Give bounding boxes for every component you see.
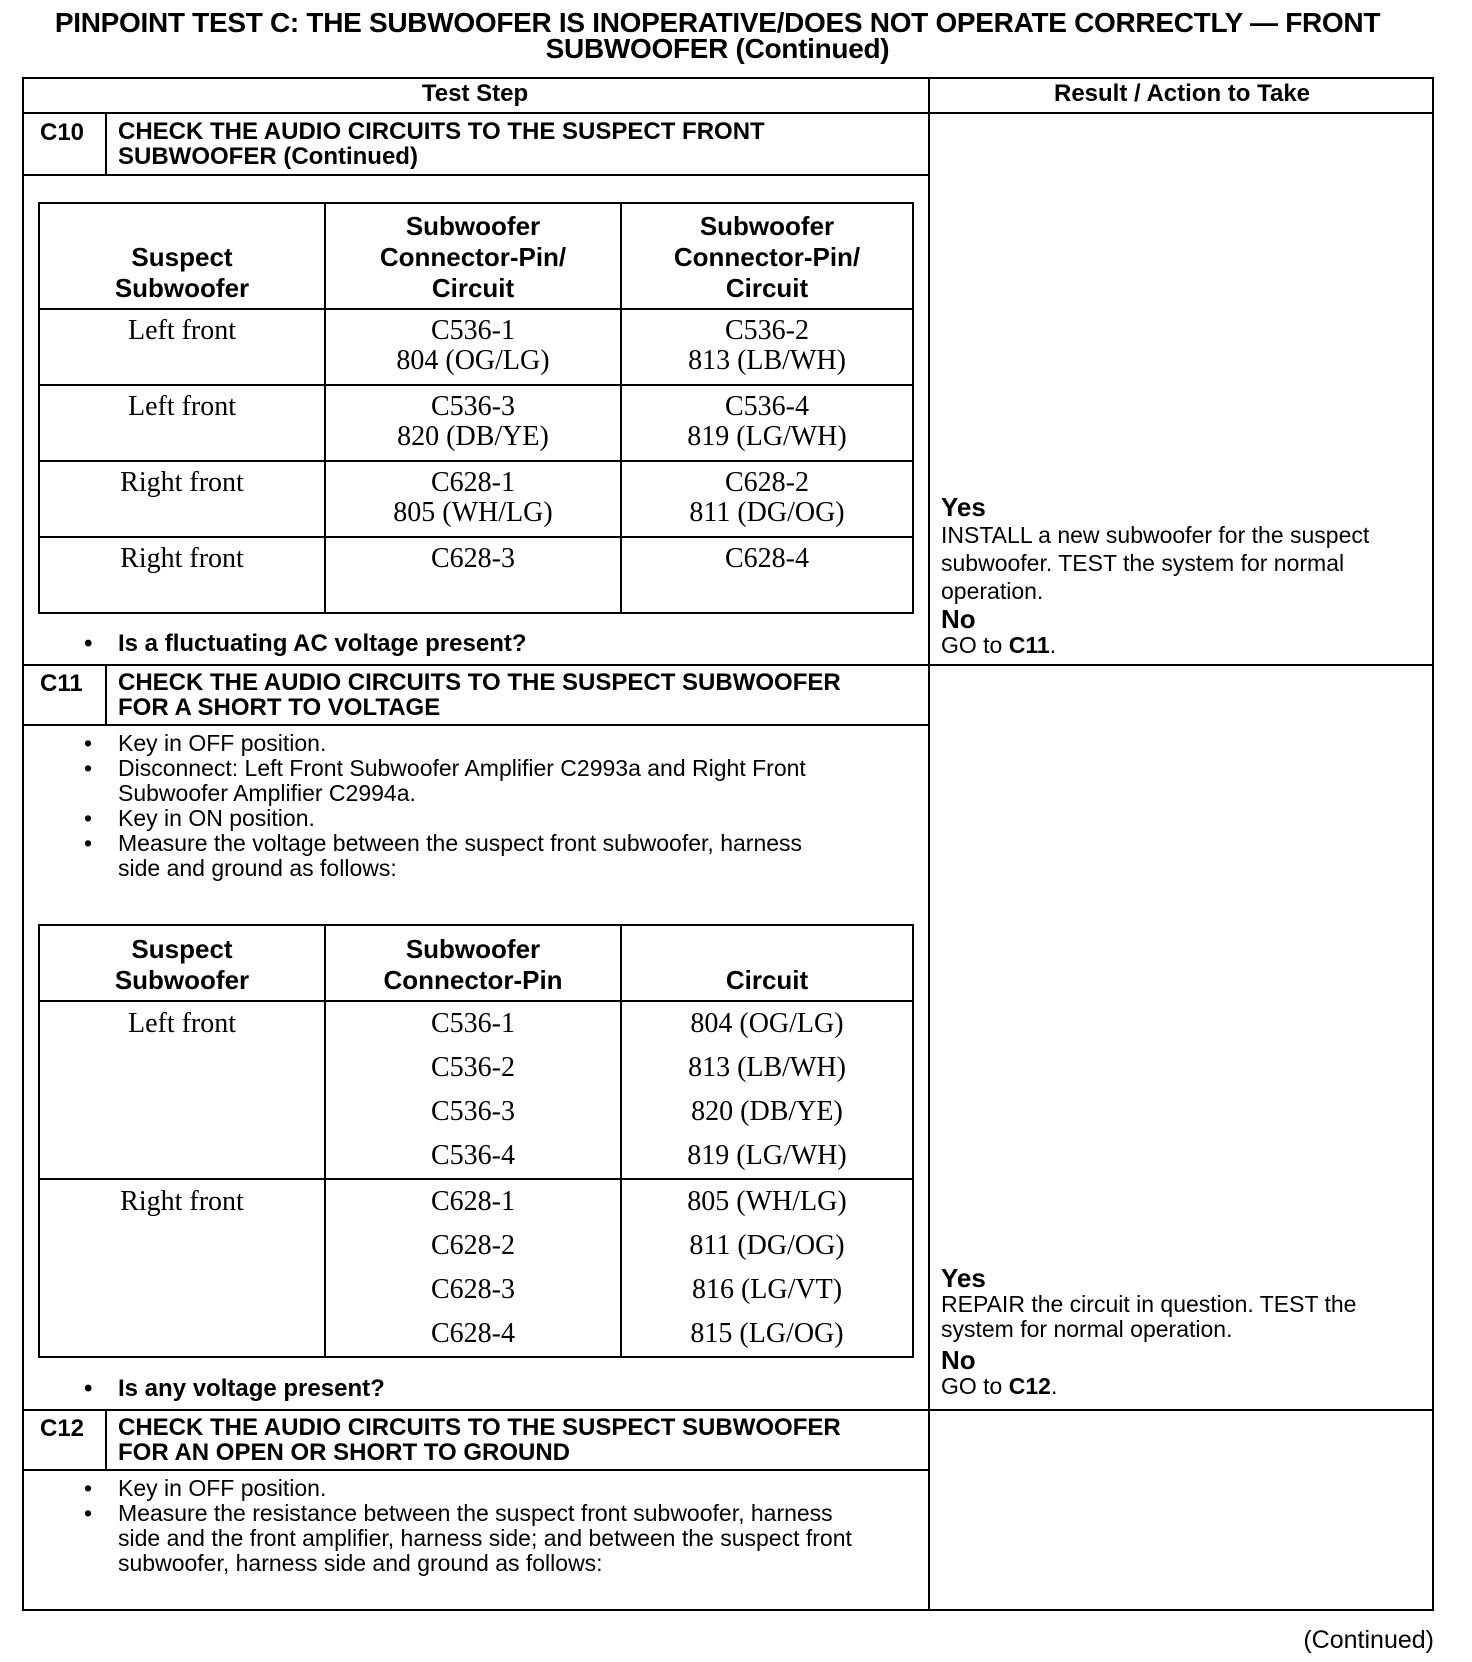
- step-number-divider: [105, 664, 107, 726]
- table-header: Subwoofer Connector-Pin/ Circuit: [325, 203, 621, 309]
- pin: C536-3: [431, 391, 515, 422]
- circuit: 804 (OG/LG): [621, 1001, 913, 1046]
- circuit: 819 (LG/WH): [687, 421, 847, 452]
- step-number: C11: [40, 670, 83, 697]
- pin: C536-4: [325, 1134, 621, 1179]
- step-number-divider: [105, 1409, 107, 1471]
- step-number: C10: [40, 119, 85, 146]
- column-header-test-step: Test Step: [421, 80, 529, 107]
- pin: C536-1: [431, 315, 515, 346]
- no-label: No: [941, 604, 976, 634]
- yes-text: REPAIR the circuit in question. TEST the system for normal operation.: [941, 1291, 1357, 1342]
- circuit: 805 (WH/LG): [393, 497, 553, 528]
- yes-label: Yes: [941, 492, 986, 522]
- c11-result: [941, 1264, 1431, 1399]
- yes-text: INSTALL a new subwoofer for the suspect subwoofer. TEST the system for normal operation.: [941, 522, 1370, 604]
- step-title-divider: [22, 724, 929, 726]
- table-row: [39, 385, 913, 461]
- circuit: 820 (DB/YE): [621, 1090, 913, 1134]
- circuit: 819 (LG/WH): [621, 1134, 913, 1179]
- step-title-divider: [22, 174, 929, 176]
- table-row: [39, 537, 913, 613]
- table-cell: [325, 461, 621, 537]
- list-item: • Measure the voltage between the suspect front subwoofer, harness side and ground as follows:: [81, 831, 841, 881]
- continued-note: (Continued): [1303, 1626, 1434, 1654]
- c11-instructions: [81, 731, 841, 881]
- step-title: CHECK THE AUDIO CIRCUITS TO THE SUSPECT SUBWOOFER FOR A SHORT TO VOLTAGE: [118, 669, 841, 721]
- circuit: 820 (DB/YE): [397, 421, 549, 452]
- table-row: [39, 309, 913, 385]
- table-cell: [621, 537, 913, 613]
- c10-connector-table: [38, 202, 914, 614]
- step-number-divider: [105, 112, 107, 176]
- c10-result: [941, 493, 1431, 658]
- no-prefix: GO to: [941, 1373, 1009, 1399]
- pin: C628-2: [725, 467, 809, 498]
- no-text: [941, 1374, 1431, 1399]
- pin: C628-1: [325, 1179, 621, 1224]
- table-cell: [325, 537, 621, 613]
- step-divider: [22, 1409, 1434, 1411]
- circuit: 815 (LG/OG): [621, 1312, 913, 1357]
- pin: C536-3: [325, 1090, 621, 1134]
- pin: C536-4: [725, 391, 809, 422]
- circuit: 813 (LB/WH): [621, 1046, 913, 1090]
- no-suffix: .: [1050, 1373, 1058, 1399]
- pin: C628-2: [325, 1224, 621, 1268]
- circuit: 816 (LG/VT): [621, 1268, 913, 1312]
- no-suffix: .: [1049, 632, 1057, 658]
- table-cell: Left front: [39, 309, 325, 385]
- pin: C628-4: [325, 1312, 621, 1357]
- pin: C536-1: [325, 1001, 621, 1046]
- step-title-divider: [22, 1469, 929, 1471]
- no-label: No: [941, 1345, 976, 1375]
- table-cell: Right front: [39, 461, 325, 537]
- table-cell: [621, 461, 913, 537]
- step-divider: [22, 664, 1434, 666]
- page-title: PINPOINT TEST C: THE SUBWOOFER IS INOPERATIVE/DOES NOT OPERATE CORRECTLY — FRONT SUBWOOFER (Continued): [54, 7, 1381, 64]
- table-header: Subwoofer Connector-Pin/ Circuit: [621, 203, 913, 309]
- step-title: CHECK THE AUDIO CIRCUITS TO THE SUSPECT SUBWOOFER FOR AN OPEN OR SHORT TO GROUND: [118, 1414, 841, 1466]
- pin: C628-4: [725, 543, 809, 574]
- table-cell: [325, 309, 621, 385]
- list-item: • Key in OFF position.: [81, 731, 841, 756]
- table-header: Suspect Subwoofer: [39, 925, 325, 1001]
- table-header: Subwoofer Connector-Pin: [325, 925, 621, 1001]
- table-cell: [621, 309, 913, 385]
- pin: C536-2: [725, 315, 809, 346]
- circuit: 804 (OG/LG): [396, 345, 550, 376]
- c12-instructions: [81, 1476, 861, 1576]
- pin: C628-3: [325, 1268, 621, 1312]
- table-cell: [325, 385, 621, 461]
- pin: C628-3: [431, 543, 515, 574]
- no-text: [941, 633, 1431, 658]
- goto-link[interactable]: C12: [1008, 1373, 1051, 1399]
- list-item: • Key in OFF position.: [81, 1476, 861, 1501]
- table-cell: [621, 385, 913, 461]
- circuit: 813 (LB/WH): [688, 345, 846, 376]
- list-item: • Disconnect: Left Front Subwoofer Amplifier C2993a and Right Front Subwoofer Amplifier C2994a.: [81, 756, 841, 806]
- no-prefix: GO to: [941, 632, 1009, 658]
- header-divider: [22, 112, 1434, 114]
- c11-voltage-table: [38, 924, 914, 1358]
- yes-label: Yes: [941, 1263, 986, 1293]
- step-question: • Is any voltage present?: [81, 1375, 385, 1403]
- step-number: C12: [40, 1415, 85, 1442]
- step-question: • Is a fluctuating AC voltage present?: [81, 630, 527, 658]
- circuit: 805 (WH/LG): [621, 1179, 913, 1224]
- table-cell: Left front: [39, 385, 325, 461]
- table-row: [39, 1179, 913, 1224]
- pin: C536-2: [325, 1046, 621, 1090]
- column-divider: [928, 77, 930, 1611]
- table-cell: Left front: [39, 1001, 325, 1179]
- table-row: [39, 461, 913, 537]
- circuit: 811 (DG/OG): [621, 1224, 913, 1268]
- table-header: Circuit: [621, 925, 913, 1001]
- table-cell: Right front: [39, 537, 325, 613]
- goto-link[interactable]: C11: [1008, 632, 1050, 658]
- circuit: 811 (DG/OG): [689, 497, 845, 528]
- column-header-result: Result / Action to Take: [1053, 80, 1311, 107]
- step-title: CHECK THE AUDIO CIRCUITS TO THE SUSPECT FRONT SUBWOOFER (Continued): [118, 118, 765, 170]
- table-cell: Right front: [39, 1179, 325, 1357]
- list-item: • Measure the resistance between the suspect front subwoofer, harness side and the front amplifier, harness side; and between the suspect front subwoofer, harness side and ground as follows:: [81, 1501, 861, 1576]
- table-header: Suspect Subwoofer: [39, 203, 325, 309]
- list-item: • Key in ON position.: [81, 806, 841, 831]
- table-row: [39, 1001, 913, 1046]
- pin: C628-1: [431, 467, 515, 498]
